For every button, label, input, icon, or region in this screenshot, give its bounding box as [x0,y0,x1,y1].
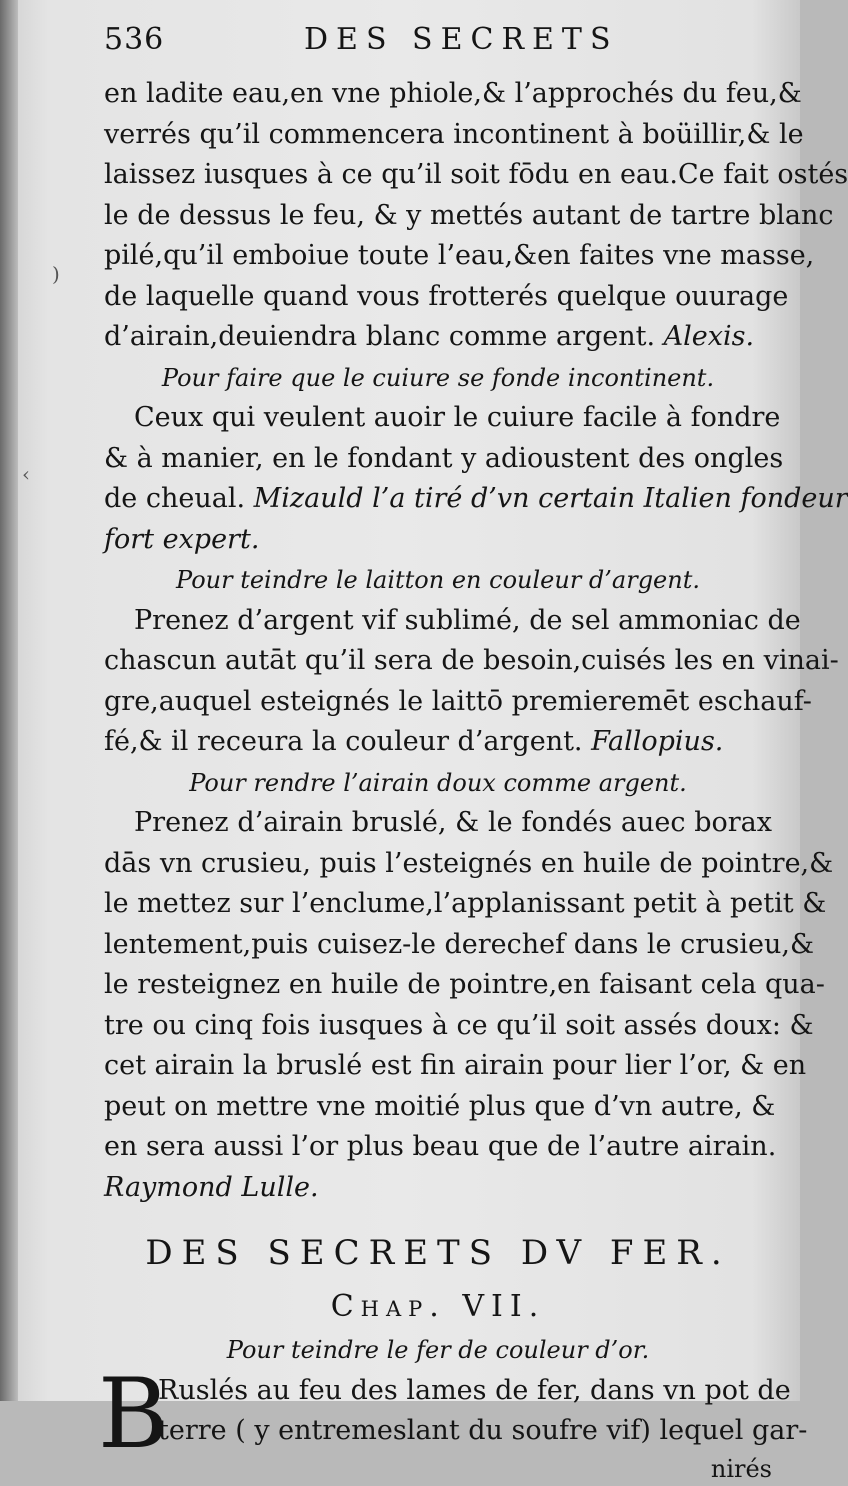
text-line: terre ( y entremeslant du soufre vif) lequel gar- [158,1415,808,1446]
drop-cap: B [98,1357,169,1470]
section-cuiure [104,358,848,561]
text-line [104,479,848,520]
page-text [98,22,848,1486]
text-line [104,317,772,358]
text-line: chascun autāt qu’il sera de besoin,cuisés les en vinai- [104,645,839,676]
section-laitton [104,560,839,763]
attribution: Alexis. [663,321,755,352]
chapter-title: DES SECRETS DV FER. [145,1233,731,1273]
section-rubric: Pour faire que le cuiure se fonde incontinent. [161,363,715,392]
text-line-content: de cheual. [104,483,246,514]
section-rubric: Pour teindre le laitton en couleur d’argent. [176,566,700,594]
section-airain [104,763,834,1209]
text-line: de laquelle quand vous frotterés quelque ouurage [104,280,789,312]
text-line: le resteignez en huile de pointre,en faisant cela qua- [104,969,825,1000]
margin-mark: ) [52,262,60,286]
text-line: dās vn crusieu, puis l’esteignés en huile de pointre,& [104,847,834,879]
attribution-continued: fort expert. [104,523,260,555]
text-line: gre,auquel esteignés le laittō premieremēt eschauf- [104,685,812,717]
text-line: en ladite eau,en vne phiole,& l’approchés du feu,& [104,78,802,109]
text-line: Ruslés au feu des lames de fer, dans vn pot de [158,1374,791,1406]
text-line: Ceux qui veulent auoir le cuiure facile à fondre [134,402,781,433]
text-line: peut on mettre vne moitié plus que d’vn autre, & [104,1090,776,1122]
text-line: cet airain la bruslé est fin airain pour lier l’or, & en [104,1050,807,1081]
text-line-content: fé,& il receura la couleur d’argent. [104,726,583,757]
text-line: le mettez sur l’enclume,l’applanissant petit à petit & [104,888,827,919]
chapter-section [98,1222,808,1486]
margin-mark: ‹ [22,462,30,486]
text-line-content: d’airain,deuiendra blanc comme argent. [104,321,656,352]
attribution: Fallopius. [591,726,724,757]
text-line: tre ou cinq fois iusques à ce qu’il soit assés doux: & [104,1009,814,1041]
text-line: & à manier, en le fondant y adioustent des ongles [104,442,784,474]
text-line: verrés qu’il commencera incontinent à boüillir,& le [104,118,804,150]
text-line: Prenez d’airain bruslé, & le fondés auec borax [134,807,772,838]
paragraph-continuation [104,74,848,358]
text-line: lentement,puis cuisez-le derechef dans le crusieu,& [104,928,815,960]
section-rubric: Pour teindre le fer de couleur d’or. [226,1336,650,1364]
page-number: 536 [104,22,165,57]
text-line: en sera aussi l’or plus beau que de l’autre airain. [104,1131,777,1162]
chapter-number: Chap. VII. [330,1289,546,1324]
text-line [104,722,772,763]
attribution: Raymond Lulle. [104,1171,319,1203]
attribution: Mizauld l’a tiré d’vn certain Italien fondeur [253,483,848,514]
text-line: Prenez d’argent vif sublimé, de sel ammoniac de [134,604,801,636]
page-gutter-shadow [0,0,18,1401]
text-line: pilé,qu’il emboiue toute l’eau,&en faites vne masse, [104,240,815,271]
text-line: le de dessus le feu, & y mettés autant de tartre blanc [104,199,834,231]
catchword: nirés [710,1454,772,1483]
page-header [104,22,772,74]
text-line: laissez iusques à ce qu’il soit fōdu en eau.Ce fait ostés [104,159,848,190]
section-rubric: Pour rendre l’airain doux comme argent. [189,768,687,797]
running-head: DES SECRETS [304,22,619,57]
